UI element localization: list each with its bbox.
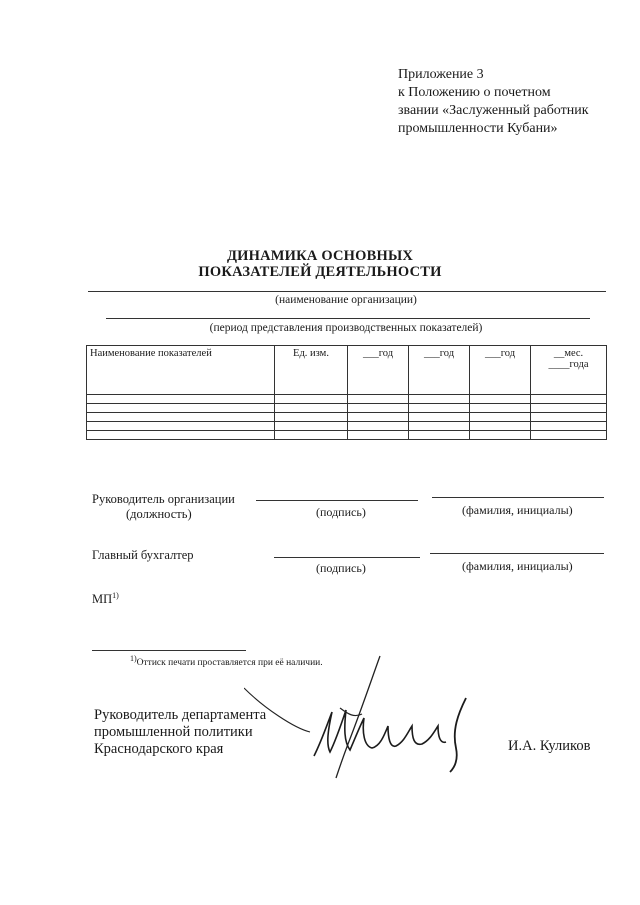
- footnote-divider: [92, 650, 246, 651]
- head-signature-caption: (подпись): [316, 505, 366, 519]
- header-year-2: ___год: [409, 346, 470, 395]
- approver-name: И.А. Куликов: [508, 738, 591, 754]
- accountant-signature-line[interactable]: [274, 557, 420, 558]
- head-signature-line[interactable]: [256, 500, 418, 501]
- head-name-line[interactable]: [432, 497, 604, 498]
- handwritten-signature: [244, 648, 474, 788]
- approval-block: [94, 707, 266, 758]
- accountant-name-caption: (фамилия, инициалы): [462, 559, 573, 573]
- position-caption: (должность): [126, 507, 192, 521]
- header-unit: Ед. изм.: [275, 346, 348, 395]
- indicators-table: [86, 345, 607, 440]
- header-month: __мес.: [553, 348, 584, 359]
- annex-line-4: промышленности Кубани»: [398, 121, 558, 136]
- org-name-field-line[interactable]: [88, 291, 606, 292]
- table-row[interactable]: [87, 413, 607, 422]
- approval-line-1: Руководитель департамента: [94, 707, 267, 723]
- head-label: Руководитель организации: [92, 492, 235, 506]
- footnote-mark: 1): [130, 654, 137, 663]
- annex-line-1: Приложение 3: [398, 67, 484, 82]
- stamp-footnote-mark: 1): [112, 591, 119, 600]
- footnote-text: Оттиск печати проставляется при её наличии.: [136, 658, 323, 669]
- document-title-line-1: ДИНАМИКА ОСНОВНЫХ: [226, 248, 414, 264]
- annex-line-2: к Положению о почетном: [398, 85, 551, 100]
- period-caption: (период представления производственных показателей): [209, 322, 483, 334]
- accountant-name-line[interactable]: [430, 553, 604, 554]
- document-title-line-2: ПОКАЗАТЕЛЕЙ ДЕЯТЕЛЬНОСТИ: [198, 264, 442, 280]
- header-month-year-label: ____года: [548, 359, 589, 370]
- annex-header: [398, 66, 618, 138]
- header-year-3: ___год: [470, 346, 531, 395]
- table-row[interactable]: [87, 422, 607, 431]
- header-indicator-name: Наименование показателей: [87, 346, 275, 395]
- approval-line-3: Краснодарского края: [94, 741, 224, 757]
- stamp-place: [92, 591, 119, 607]
- header-month-year: [531, 346, 607, 395]
- stamp-label: МП: [92, 592, 113, 607]
- period-field-line[interactable]: [106, 318, 590, 319]
- org-name-caption: (наименование организации): [275, 294, 417, 306]
- annex-line-3: звании «Заслуженный работник: [398, 103, 589, 118]
- table-row[interactable]: [87, 395, 607, 404]
- header-year-1: ___год: [348, 346, 409, 395]
- head-name-caption: (фамилия, инициалы): [462, 503, 573, 517]
- approval-line-2: промышленной политики: [94, 724, 253, 740]
- table-header-row: [87, 346, 607, 395]
- accountant-signature-caption: (подпись): [316, 561, 366, 575]
- table-row[interactable]: [87, 404, 607, 413]
- table-row[interactable]: [87, 431, 607, 440]
- accountant-label: Главный бухгалтер: [92, 548, 194, 562]
